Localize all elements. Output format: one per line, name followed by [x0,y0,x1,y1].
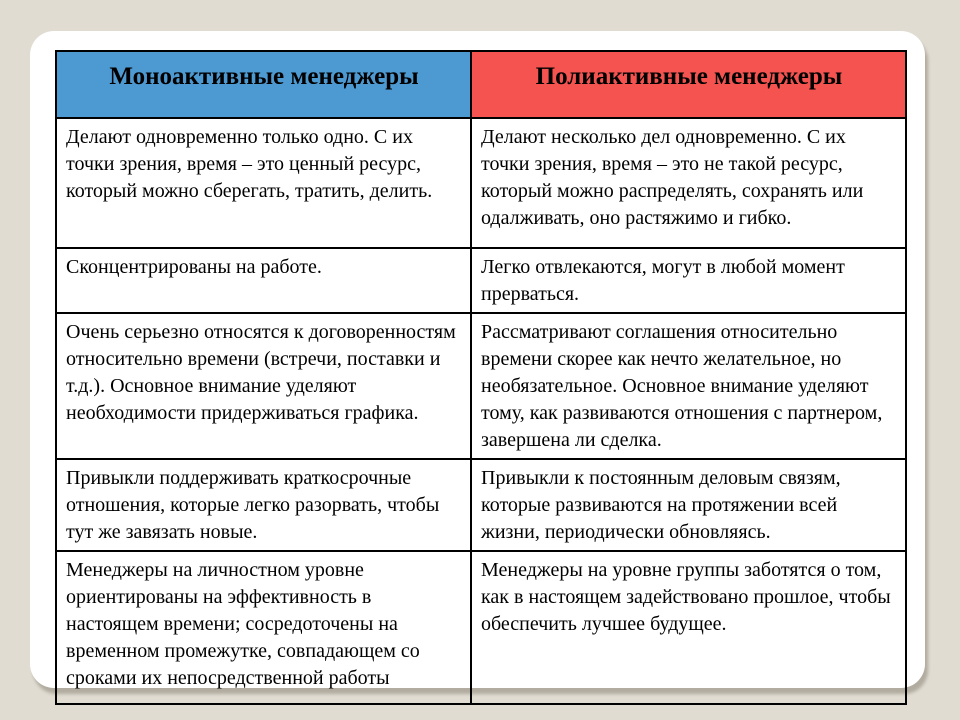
cell-mono-4: Привыкли поддерживать краткосрочные отношения, которые легко разорвать, чтобы тут же завязать новые. [56,459,471,551]
slide-card [30,31,925,688]
cell-mono-3: Очень серьезно относятся к договоренностям относительно времени (встречи, поставки и т.д.). Основное внимание уделяют необходимости придерживаться графика. [56,313,471,459]
table-row [56,459,906,551]
header-polyactive: Полиактивные менеджеры [471,51,906,118]
comparison-table [55,50,907,705]
cell-mono-1: Делают одновременно только одно. С их точки зрения, время – это ценный ресурс, который можно сберегать, тратить, делить. [56,118,471,248]
cell-poly-1: Делают несколько дел одновременно. С их точки зрения, время – это не такой ресурс, который можно распределять, сохранять или одалживать, оно растяжимо и гибко. [471,118,906,248]
table-row [56,551,906,704]
table-row [56,248,906,313]
table-row [56,313,906,459]
header-monoactive: Моноактивные менеджеры [56,51,471,118]
cell-poly-3: Рассматривают соглашения относительно времени скорее как нечто желательное, но необязательное. Основное внимание уделяют тому, как развиваются отношения с партнером, завершена ли сделка. [471,313,906,459]
cell-poly-2: Легко отвлекаются, могут в любой момент прерваться. [471,248,906,313]
table-header-row [56,51,906,118]
table-row [56,118,906,248]
cell-mono-2: Сконцентрированы на работе. [56,248,471,313]
cell-poly-5: Менеджеры на уровне группы заботятся о том, как в настоящем задействовано прошлое, чтобы обеспечить лучшее будущее. [471,551,906,704]
cell-mono-5: Менеджеры на личностном уровне ориентированы на эффективность в настоящем времени; сосредоточены на временном промежутке, совпадающем со сроками их непосредственной работы [56,551,471,704]
cell-poly-4: Привыкли к постоянным деловым связям, которые развиваются на протяжении всей жизни, периодически обновляясь. [471,459,906,551]
